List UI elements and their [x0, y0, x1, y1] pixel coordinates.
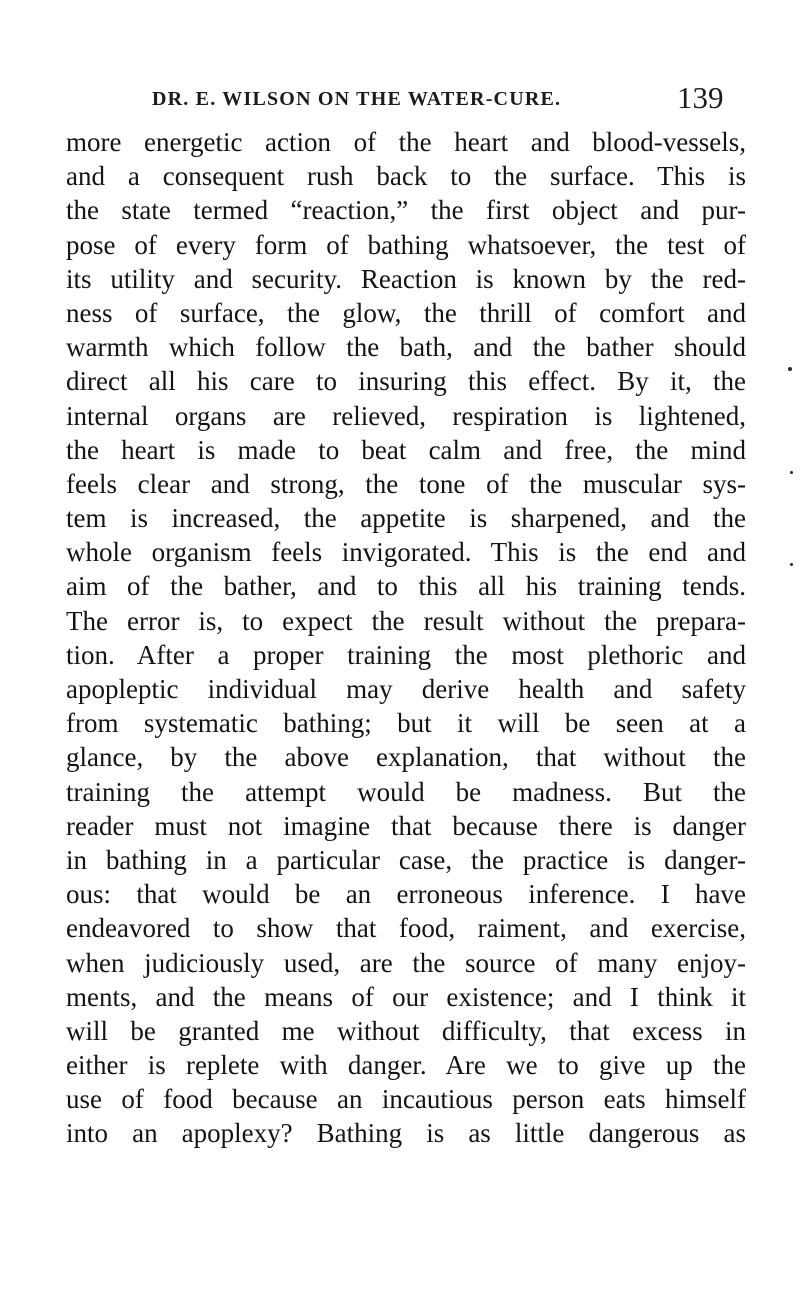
text-line: ments, and the means of our existence; and I think it [66, 981, 746, 1012]
text-line: feels clear and strong, the tone of the muscular sys- [66, 468, 746, 499]
text-line: more energetic action of the heart and blood-vessels, [66, 127, 746, 157]
text-line: warmth which follow the bath, and the bather should [66, 332, 746, 363]
text-line: the state termed “reaction,” the first object and pur- [66, 195, 746, 226]
text-line: ness of surface, the glow, the thrill of comfort and [66, 297, 746, 328]
text-line: in bathing in a particular case, the practice is danger- [66, 844, 746, 875]
text-line: internal organs are relieved, respiration is lightened, [66, 400, 746, 431]
text-line: apopleptic individual may derive health and safety [66, 674, 746, 704]
text-line: glance, by the above explanation, that without the [66, 742, 746, 773]
text-line: the heart is made to beat calm and free, the mind [66, 434, 746, 465]
text-line: endeavored to show that food, raiment, and exercise, [66, 913, 746, 944]
text-line: whole organism feels invigorated. This is the end and [66, 537, 746, 568]
text-line: The error is, to expect the result without the prepara- [66, 605, 746, 636]
text-line: into an apoplexy? Bathing is as little dangerous as [66, 1118, 746, 1149]
text-line: direct all his care to insuring this effect. By it, the [66, 366, 746, 397]
text-line: pose of every form of bathing whatsoever, the test of [66, 229, 746, 260]
running-head: DR. E. WILSON ON THE WATER-CURE. [152, 88, 562, 110]
text-line: tion. After a proper training the most plethoric and [66, 639, 746, 670]
ink-speck [790, 563, 793, 566]
page-number: 139 [677, 80, 724, 115]
text-line: ous: that would be an erroneous inference. I have [66, 879, 746, 910]
text-line: either is replete with danger. Are we to give up the [66, 1050, 746, 1081]
text-line: and a consequent rush back to the surface. This is [66, 161, 746, 192]
text-line: from systematic bathing; but it will be seen at a [66, 708, 746, 739]
page-header [0, 80, 800, 120]
ink-speck [788, 367, 792, 371]
text-line: will be granted me without difficulty, that excess in [66, 1015, 746, 1046]
ink-speck [790, 471, 793, 474]
text-line: aim of the bather, and to this all his training tends. [66, 571, 746, 602]
text-line: its utility and security. Reaction is known by the red- [66, 263, 746, 294]
text-line: when judiciously used, are the source of many enjoy- [66, 947, 746, 978]
text-line: reader must not imagine that because there is danger [66, 810, 746, 841]
text-line: tem is increased, the appetite is sharpened, and the [66, 503, 746, 534]
body-text [66, 125, 746, 1151]
text-line: use of food because an incautious person eats himself [66, 1084, 746, 1115]
text-line: training the attempt would be madness. But the [66, 776, 746, 807]
